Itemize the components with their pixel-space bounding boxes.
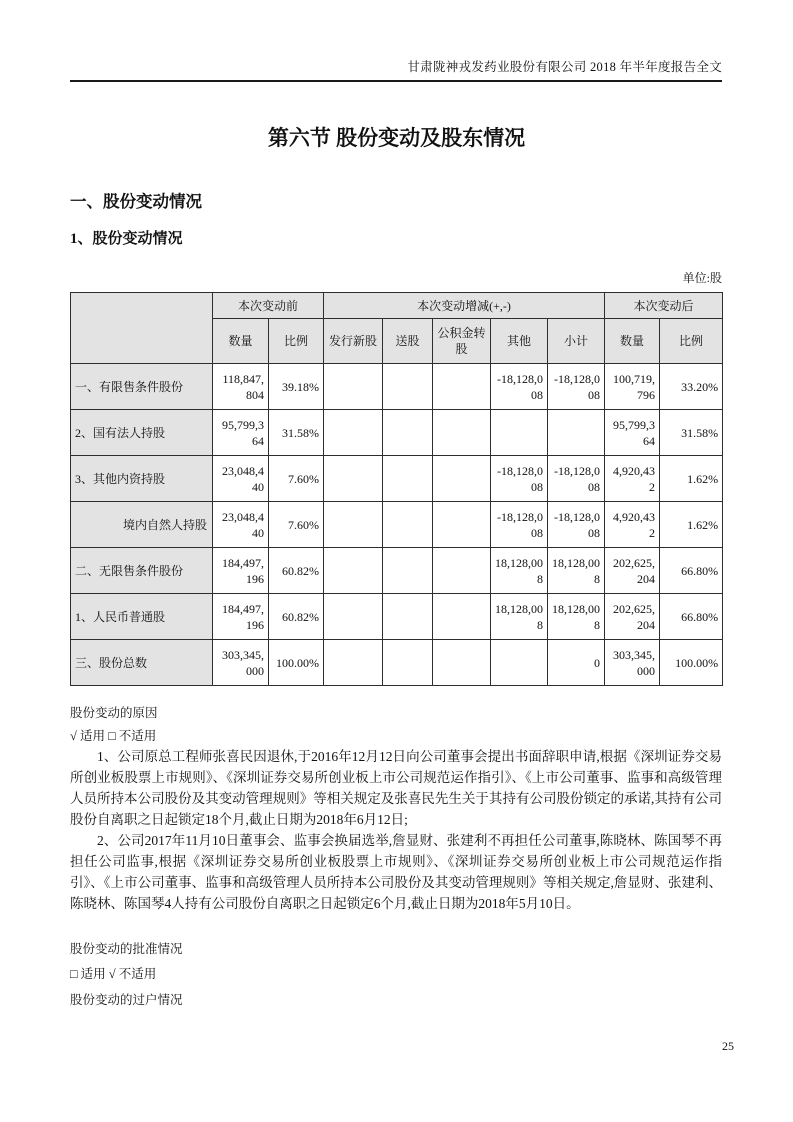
reason-paragraph-2: 2、公司2017年11月10日董事会、监事会换届选举,詹显财、张建利不再担任公司董事,陈晓林、陈国琴不再担任公司监事,根据《深圳证券交易所创业板股票上市规则》、《深圳证券交易所创业板上市公司规范运作指引》、《上市公司董事、监事和高级管理人员所持本公司股份及其变动管理规则》等相关规定,詹显财、张建利、陈晓林、陈国琴4人持有公司股份自离职之日起锁定6个月,截止日期为2018年5月10日。 — [70, 833, 722, 911]
table-cell: 39.18% — [269, 364, 324, 410]
table-cell: -18,128,008 — [491, 502, 548, 548]
table-cell: 31.58% — [660, 410, 723, 456]
table-cell — [324, 364, 383, 410]
transfer-title: 股份变动的过户情况 — [70, 993, 183, 1007]
table-cell: 18,128,008 — [491, 548, 548, 594]
reason-paragraph-1: 1、公司原总工程师张喜民因退休,于2016年12月12日向公司董事会提出书面辞职申请,根据《深圳证券交易所创业板股票上市规则》、《深圳证券交易所创业板上市公司规范运作指引》、《上市公司董事、监事和高级管理人员所持本公司股份及其变动管理规则》等相关规定及张喜民先生关于其持有公司股份锁定的承诺,其持有公司股份自离职之日起锁定18个月,截止日期为2018年6月12日; — [70, 749, 722, 827]
table-row — [71, 364, 723, 410]
table-cell — [324, 640, 383, 686]
table-cell: 303,345,000 — [213, 640, 269, 686]
table-cell: 95,799,364 — [605, 410, 660, 456]
table-cell: 31.58% — [269, 410, 324, 456]
table-cell: 202,625,204 — [605, 548, 660, 594]
section-heading: 一、股份变动情况 — [70, 192, 202, 211]
table-cell — [383, 594, 433, 640]
table-cell — [383, 456, 433, 502]
subsection-heading: 1、股份变动情况 — [70, 231, 183, 247]
table-cell — [433, 594, 491, 640]
table-cell: 184,497,196 — [213, 594, 269, 640]
table-cell — [324, 594, 383, 640]
page-number: 25 — [722, 1039, 734, 1053]
table-cell — [433, 456, 491, 502]
table-cell: 100.00% — [660, 640, 723, 686]
table-row — [71, 640, 723, 686]
table-cell: 18,128,008 — [548, 548, 605, 594]
table-cell: 4,920,432 — [605, 456, 660, 502]
table-cell: 7.60% — [269, 502, 324, 548]
table-cell: 60.82% — [269, 548, 324, 594]
column-header: 数量 — [605, 319, 660, 364]
column-header: 送股 — [383, 319, 433, 364]
table-cell: 100.00% — [269, 640, 324, 686]
table-cell: -18,128,008 — [491, 456, 548, 502]
table-cell: 23,048,440 — [213, 456, 269, 502]
table-cell: 66.80% — [660, 548, 723, 594]
table-cell — [433, 410, 491, 456]
table-cell: -18,128,008 — [491, 364, 548, 410]
table-header-group-row — [71, 293, 723, 319]
row-label: 1、人民币普通股 — [71, 594, 213, 640]
table-cell — [324, 410, 383, 456]
corner-cell — [71, 293, 213, 364]
table-cell: 66.80% — [660, 594, 723, 640]
table-cell — [324, 502, 383, 548]
table-cell: 33.20% — [660, 364, 723, 410]
row-label: 境内自然人持股 — [71, 502, 213, 548]
table-cell: 7.60% — [269, 456, 324, 502]
table-cell — [433, 502, 491, 548]
row-label: 2、国有法人持股 — [71, 410, 213, 456]
table-cell: 202,625,204 — [605, 594, 660, 640]
table-cell — [433, 548, 491, 594]
table-cell: 18,128,008 — [548, 594, 605, 640]
table-row — [71, 456, 723, 502]
table-cell: -18,128,008 — [548, 364, 605, 410]
table-cell: 1.62% — [660, 502, 723, 548]
row-label: 二、无限售条件股份 — [71, 548, 213, 594]
column-header: 其他 — [491, 319, 548, 364]
approval-title: 股份变动的批准情况 — [70, 942, 183, 956]
share-change-table — [70, 292, 723, 686]
document-header-text: 甘肃陇神戎发药业股份有限公司 2018 年半年度报告全文 — [407, 60, 722, 74]
column-group-change: 本次变动增减(+,-) — [324, 293, 605, 319]
table-cell — [383, 548, 433, 594]
reason-applicability-line: √ 适用 □ 不适用 — [70, 729, 157, 743]
table-row — [71, 594, 723, 640]
column-header: 比例 — [660, 319, 723, 364]
table-cell — [548, 410, 605, 456]
column-group-after: 本次变动后 — [605, 293, 723, 319]
unit-label: 单位:股 — [682, 271, 722, 285]
table-cell — [324, 548, 383, 594]
table-cell: 184,497,196 — [213, 548, 269, 594]
table-cell: 0 — [548, 640, 605, 686]
table-cell: 60.82% — [269, 594, 324, 640]
table-row — [71, 410, 723, 456]
header-rule — [70, 80, 722, 82]
table-cell — [491, 410, 548, 456]
table-cell: -18,128,008 — [548, 502, 605, 548]
table-cell: 118,847,804 — [213, 364, 269, 410]
table-cell: 4,920,432 — [605, 502, 660, 548]
table-cell — [383, 502, 433, 548]
row-label: 一、有限售条件股份 — [71, 364, 213, 410]
table-cell: 1.62% — [660, 456, 723, 502]
reason-paragraphs — [70, 746, 722, 914]
row-label: 3、其他内资持股 — [71, 456, 213, 502]
table-cell — [433, 640, 491, 686]
table-cell: 18,128,008 — [491, 594, 548, 640]
table-cell — [383, 410, 433, 456]
column-header: 比例 — [269, 319, 324, 364]
table-cell — [324, 456, 383, 502]
column-header: 公积金转股 — [433, 319, 491, 364]
table-cell: 303,345,000 — [605, 640, 660, 686]
page-title: 第六节 股份变动及股东情况 — [267, 126, 526, 150]
table-cell: -18,128,008 — [548, 456, 605, 502]
reason-title: 股份变动的原因 — [70, 706, 158, 720]
row-label: 三、股份总数 — [71, 640, 213, 686]
approval-applicability-line: □ 适用 √ 不适用 — [70, 967, 157, 981]
column-header: 发行新股 — [324, 319, 383, 364]
column-header: 小计 — [548, 319, 605, 364]
table-cell: 100,719,796 — [605, 364, 660, 410]
table-cell — [383, 640, 433, 686]
table-cell: 95,799,364 — [213, 410, 269, 456]
table-cell — [433, 364, 491, 410]
table-cell: 23,048,440 — [213, 502, 269, 548]
column-group-before: 本次变动前 — [213, 293, 324, 319]
column-header: 数量 — [213, 319, 269, 364]
table-cell — [383, 364, 433, 410]
table-row — [71, 548, 723, 594]
table-cell — [491, 640, 548, 686]
table-row — [71, 502, 723, 548]
